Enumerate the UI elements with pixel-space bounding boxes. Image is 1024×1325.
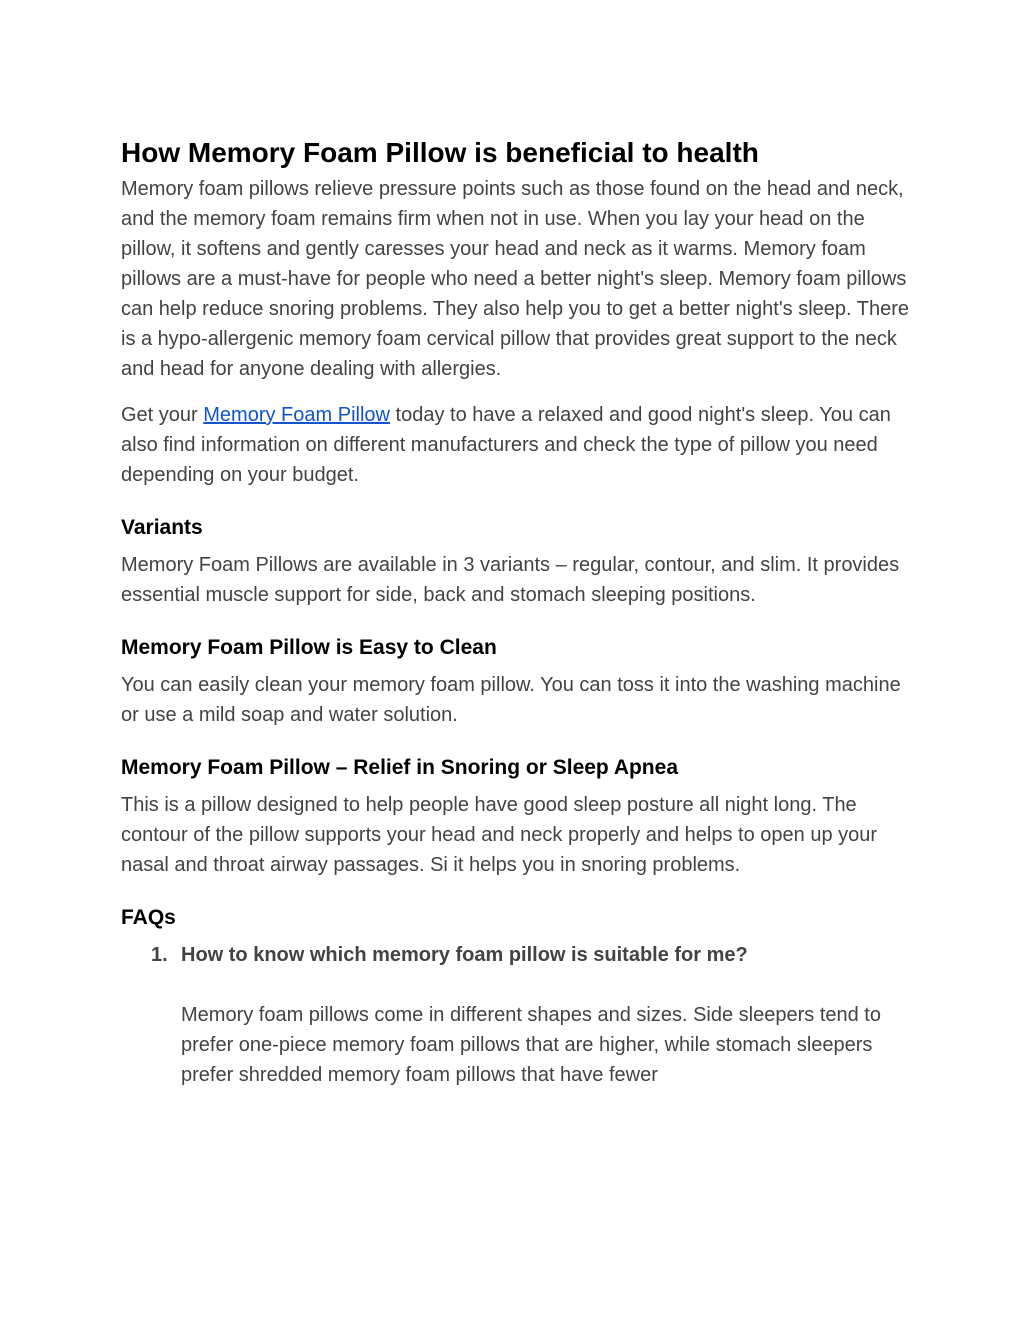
faq-item <box>151 940 911 1090</box>
page-title: How Memory Foam Pillow is beneficial to health <box>121 137 759 168</box>
intro-cta-paragraph <box>121 400 911 490</box>
intro-paragraph: Memory foam pillows relieve pressure points such as those found on the head and neck, and the memory foam remains firm when not in use. When you lay your head on the pillow, it softens and gently caresses your head and neck as it warms. Memory foam pillows are a must-have for people who need a better night's sleep. Memory foam pillows can help reduce snoring problems. They also help you to get a better night's sleep. There is a hypo-allergenic memory foam cervical pillow that provides great support to the neck and head for anyone dealing with allergies. <box>121 178 910 380</box>
variants-body: Memory Foam Pillows are available in 3 variants – regular, contour, and slim. It provides essential muscle support for side, back and stomach sleeping positions. <box>121 554 900 606</box>
faq-question: How to know which memory foam pillow is suitable for me? <box>181 944 748 966</box>
faq-answer: Memory foam pillows come in different shapes and sizes. Side sleepers tend to prefer one-piece memory foam pillows that are higher, while stomach sleepers prefer shredded memory foam pillows that have fewer <box>181 1004 881 1086</box>
memory-foam-pillow-link[interactable]: Memory Foam Pillow <box>203 404 390 426</box>
faq-item-number: 1. <box>151 944 168 966</box>
faqs-heading: FAQs <box>121 906 176 929</box>
variants-heading: Variants <box>121 516 203 539</box>
intro-cta-text-before: Get your <box>121 404 204 426</box>
faq-list <box>121 940 911 1090</box>
easy-to-clean-heading: Memory Foam Pillow is Easy to Clean <box>121 636 497 659</box>
document-page <box>121 132 911 1090</box>
easy-to-clean-body: You can easily clean your memory foam pillow. You can toss it into the washing machine or use a mild soap and water solution. <box>121 674 901 726</box>
snoring-relief-heading: Memory Foam Pillow – Relief in Snoring or Sleep Apnea <box>121 756 678 779</box>
snoring-relief-body: This is a pillow designed to help people have good sleep posture all night long. The contour of the pillow supports your head and neck properly and helps to open up your nasal and throat airway passages. Si it helps you in snoring problems. <box>121 794 878 876</box>
intro-cta-text-after: today to have a relaxed and good night's sleep. You can also find information on different manufacturers and check the type of pillow you need depending on your budget. <box>121 404 891 486</box>
